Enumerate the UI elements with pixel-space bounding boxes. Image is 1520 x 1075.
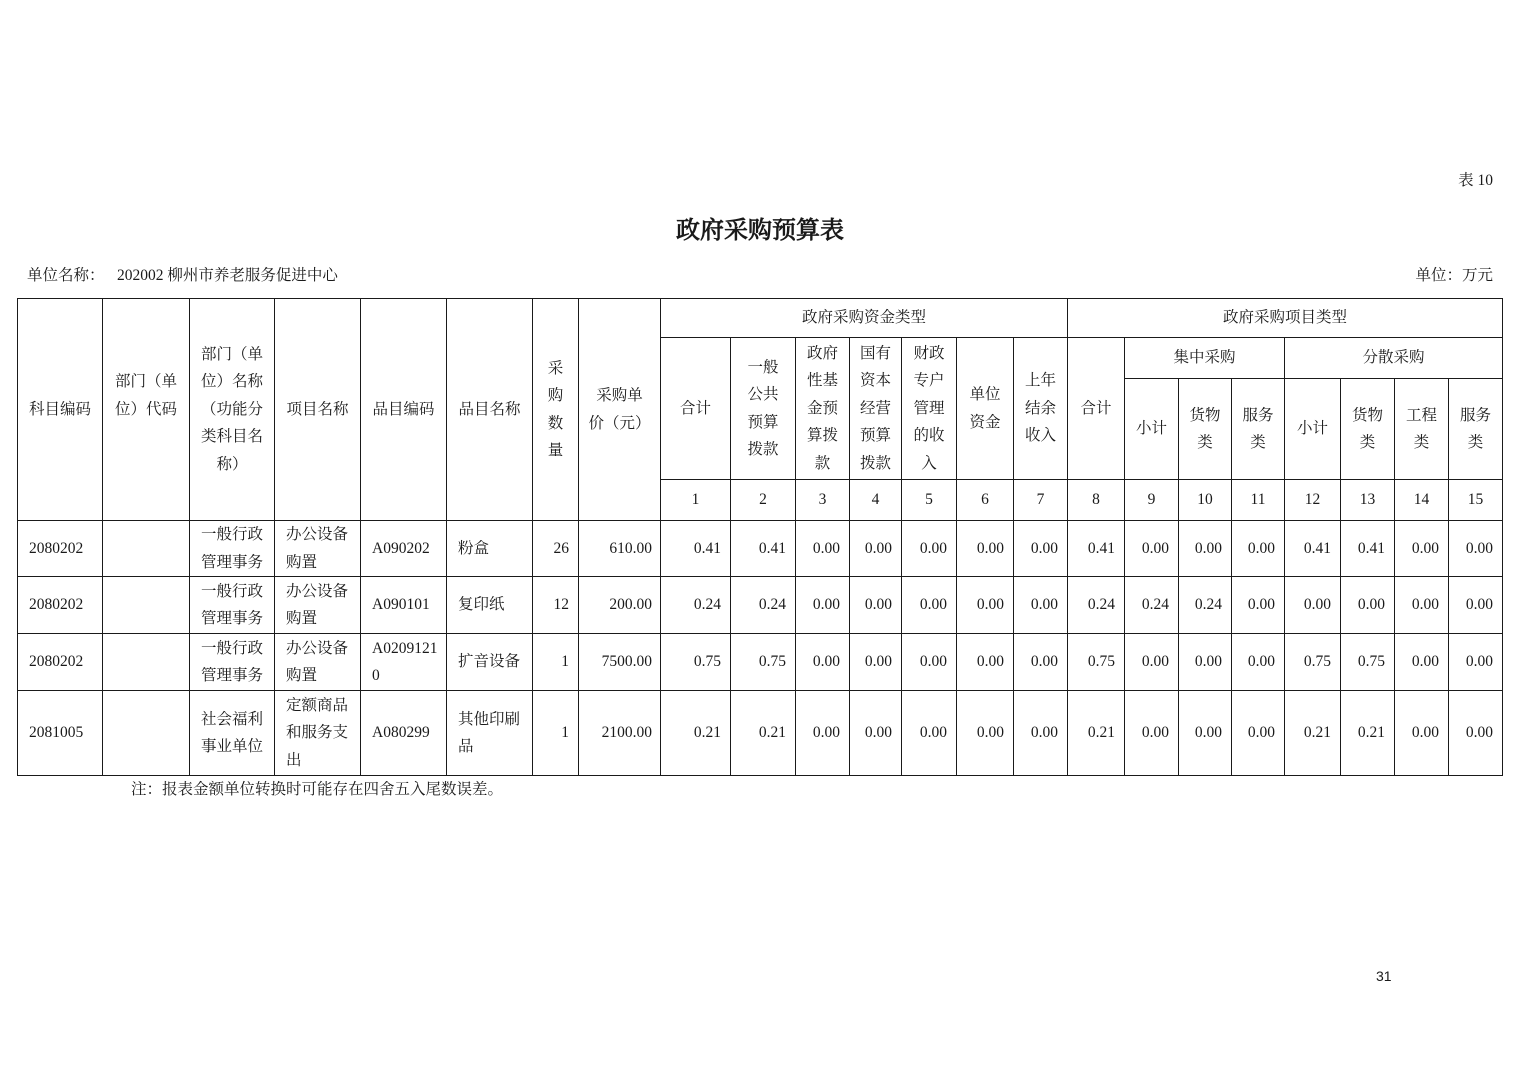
dept-code-cell <box>103 521 190 577</box>
table-number: 表 10 <box>1458 172 1493 189</box>
unit-funds-cell: 0.00 <box>957 521 1014 577</box>
unit-name: 202002 柳州市养老服务促进中心 <box>117 267 338 284</box>
dept-name-cell: 一般行政 管理事务 <box>190 634 275 691</box>
column-number: 1 <box>661 480 731 521</box>
column-number: 14 <box>1395 480 1449 521</box>
header-unit-price: 采购单 价（元） <box>579 299 661 521</box>
gov-fund-cell: 0.00 <box>796 691 850 776</box>
footnote: 注：报表金额单位转换时可能存在四舍五入尾数误差。 <box>131 781 504 798</box>
general-budget-cell: 0.41 <box>731 521 796 577</box>
header-project-name: 项目名称 <box>275 299 361 521</box>
state-capital-cell: 0.00 <box>850 634 902 691</box>
column-number: 15 <box>1449 480 1503 521</box>
unit-price-cell: 610.00 <box>579 521 661 577</box>
gov-fund-cell: 0.00 <box>796 577 850 634</box>
page-title: 政府采购预算表 <box>676 218 844 244</box>
header-central-goods: 货物 类 <box>1179 379 1232 480</box>
table-row <box>18 521 1503 577</box>
column-number: 8 <box>1068 480 1125 521</box>
project-total-cell: 0.75 <box>1068 634 1125 691</box>
table-row <box>18 577 1503 634</box>
quantity-cell: 1 <box>533 634 579 691</box>
subject-code-cell: 2081005 <box>18 691 103 776</box>
project-total-cell: 0.24 <box>1068 577 1125 634</box>
unit-price-cell: 2100.00 <box>579 691 661 776</box>
state-capital-cell: 0.00 <box>850 691 902 776</box>
central-services-cell: 0.00 <box>1232 691 1285 776</box>
decentral-works-cell: 0.00 <box>1395 521 1449 577</box>
header-central-services: 服务 类 <box>1232 379 1285 480</box>
subject-code-cell: 2080202 <box>18 521 103 577</box>
state-capital-cell: 0.00 <box>850 521 902 577</box>
general-budget-cell: 0.75 <box>731 634 796 691</box>
header-decentral-subtotal: 小计 <box>1285 379 1341 480</box>
decentral-goods-cell: 0.00 <box>1341 577 1395 634</box>
central-services-cell: 0.00 <box>1232 577 1285 634</box>
dept-name-cell: 一般行政 管理事务 <box>190 521 275 577</box>
header-decentralized: 分散采购 <box>1285 338 1503 379</box>
general-budget-cell: 0.21 <box>731 691 796 776</box>
project-name-cell: 办公设备 购置 <box>275 521 361 577</box>
unit-funds-cell: 0.00 <box>957 691 1014 776</box>
project-name-cell: 定额商品 和服务支 出 <box>275 691 361 776</box>
item-name-cell: 扩音设备 <box>447 634 533 691</box>
column-number: 11 <box>1232 480 1285 521</box>
unit-price-cell: 200.00 <box>579 577 661 634</box>
header-gov-fund: 政府 性基 金预 算拨 款 <box>796 338 850 480</box>
prior-year-balance-cell: 0.00 <box>1014 634 1068 691</box>
decentral-services-cell: 0.00 <box>1449 634 1503 691</box>
table-row <box>18 691 1503 776</box>
general-budget-cell: 0.24 <box>731 577 796 634</box>
header-project-total: 合计 <box>1068 338 1125 480</box>
item-code-cell: A090202 <box>361 521 447 577</box>
quantity-cell: 26 <box>533 521 579 577</box>
item-name-cell: 其他印刷 品 <box>447 691 533 776</box>
unit-price-cell: 7500.00 <box>579 634 661 691</box>
quantity-cell: 1 <box>533 691 579 776</box>
prior-year-balance-cell: 0.00 <box>1014 577 1068 634</box>
fund-total-cell: 0.21 <box>661 691 731 776</box>
currency-unit: 单位：万元 <box>1415 267 1493 284</box>
header-row <box>18 299 1503 338</box>
dept-code-cell <box>103 577 190 634</box>
fund-total-cell: 0.75 <box>661 634 731 691</box>
central-goods-cell: 0.00 <box>1179 521 1232 577</box>
header-fund-type-group: 政府采购资金类型 <box>661 299 1068 338</box>
central-goods-cell: 0.00 <box>1179 634 1232 691</box>
header-decentral-services: 服务 类 <box>1449 379 1503 480</box>
project-name-cell: 办公设备 购置 <box>275 577 361 634</box>
header-unit-funds: 单位 资金 <box>957 338 1014 480</box>
central-subtotal-cell: 0.00 <box>1125 521 1179 577</box>
decentral-subtotal-cell: 0.75 <box>1285 634 1341 691</box>
central-subtotal-cell: 0.24 <box>1125 577 1179 634</box>
header-quantity: 采 购 数 量 <box>533 299 579 521</box>
header-dept-name: 部门（单 位）名称 （功能分 类科目名 称） <box>190 299 275 521</box>
item-name-cell: 粉盒 <box>447 521 533 577</box>
subject-code-cell: 2080202 <box>18 634 103 691</box>
page-number: 31 <box>1376 968 1392 984</box>
state-capital-cell: 0.00 <box>850 577 902 634</box>
column-number: 3 <box>796 480 850 521</box>
column-number: 2 <box>731 480 796 521</box>
dept-code-cell <box>103 634 190 691</box>
decentral-services-cell: 0.00 <box>1449 521 1503 577</box>
column-number: 6 <box>957 480 1014 521</box>
prior-year-balance-cell: 0.00 <box>1014 521 1068 577</box>
decentral-goods-cell: 0.75 <box>1341 634 1395 691</box>
special-account-cell: 0.00 <box>902 691 957 776</box>
central-services-cell: 0.00 <box>1232 634 1285 691</box>
unit-funds-cell: 0.00 <box>957 577 1014 634</box>
decentral-subtotal-cell: 0.21 <box>1285 691 1341 776</box>
subject-code-cell: 2080202 <box>18 577 103 634</box>
gov-fund-cell: 0.00 <box>796 634 850 691</box>
special-account-cell: 0.00 <box>902 634 957 691</box>
decentral-works-cell: 0.00 <box>1395 634 1449 691</box>
central-subtotal-cell: 0.00 <box>1125 634 1179 691</box>
header-decentral-goods: 货物 类 <box>1341 379 1395 480</box>
header-general-budget: 一般 公共 预算 拨款 <box>731 338 796 480</box>
table-header <box>18 299 1503 521</box>
decentral-services-cell: 0.00 <box>1449 691 1503 776</box>
item-name-cell: 复印纸 <box>447 577 533 634</box>
column-number: 7 <box>1014 480 1068 521</box>
header-subject-code: 科目编码 <box>18 299 103 521</box>
decentral-works-cell: 0.00 <box>1395 577 1449 634</box>
column-number: 10 <box>1179 480 1232 521</box>
procurement-budget-table <box>17 298 1503 776</box>
fund-total-cell: 0.41 <box>661 521 731 577</box>
project-total-cell: 0.41 <box>1068 521 1125 577</box>
table-body <box>18 521 1503 776</box>
header-dept-code: 部门（单 位）代码 <box>103 299 190 521</box>
decentral-subtotal-cell: 0.00 <box>1285 577 1341 634</box>
header-special-account: 财政 专户 管理 的收 入 <box>902 338 957 480</box>
dept-code-cell <box>103 691 190 776</box>
decentral-works-cell: 0.00 <box>1395 691 1449 776</box>
header-central-subtotal: 小计 <box>1125 379 1179 480</box>
central-services-cell: 0.00 <box>1232 521 1285 577</box>
column-number: 4 <box>850 480 902 521</box>
column-number: 9 <box>1125 480 1179 521</box>
column-number: 5 <box>902 480 957 521</box>
central-goods-cell: 0.00 <box>1179 691 1232 776</box>
column-number: 12 <box>1285 480 1341 521</box>
table-row <box>18 634 1503 691</box>
dept-name-cell: 社会福利 事业单位 <box>190 691 275 776</box>
column-number: 13 <box>1341 480 1395 521</box>
decentral-goods-cell: 0.21 <box>1341 691 1395 776</box>
header-item-code: 品目编码 <box>361 299 447 521</box>
decentral-goods-cell: 0.41 <box>1341 521 1395 577</box>
header-prior-year-balance: 上年 结余 收入 <box>1014 338 1068 480</box>
central-subtotal-cell: 0.00 <box>1125 691 1179 776</box>
decentral-services-cell: 0.00 <box>1449 577 1503 634</box>
unit-funds-cell: 0.00 <box>957 634 1014 691</box>
header-project-type-group: 政府采购项目类型 <box>1068 299 1503 338</box>
fund-total-cell: 0.24 <box>661 577 731 634</box>
header-fund-total: 合计 <box>661 338 731 480</box>
prior-year-balance-cell: 0.00 <box>1014 691 1068 776</box>
unit-name-label: 单位名称： <box>27 267 105 284</box>
item-code-cell: A080299 <box>361 691 447 776</box>
special-account-cell: 0.00 <box>902 577 957 634</box>
project-total-cell: 0.21 <box>1068 691 1125 776</box>
item-code-cell: A0209121 0 <box>361 634 447 691</box>
project-name-cell: 办公设备 购置 <box>275 634 361 691</box>
header-decentral-works: 工程 类 <box>1395 379 1449 480</box>
special-account-cell: 0.00 <box>902 521 957 577</box>
dept-name-cell: 一般行政 管理事务 <box>190 577 275 634</box>
header-item-name: 品目名称 <box>447 299 533 521</box>
header-centralized: 集中采购 <box>1125 338 1285 379</box>
gov-fund-cell: 0.00 <box>796 521 850 577</box>
quantity-cell: 12 <box>533 577 579 634</box>
item-code-cell: A090101 <box>361 577 447 634</box>
header-state-capital: 国有 资本 经营 预算 拨款 <box>850 338 902 480</box>
central-goods-cell: 0.24 <box>1179 577 1232 634</box>
decentral-subtotal-cell: 0.41 <box>1285 521 1341 577</box>
